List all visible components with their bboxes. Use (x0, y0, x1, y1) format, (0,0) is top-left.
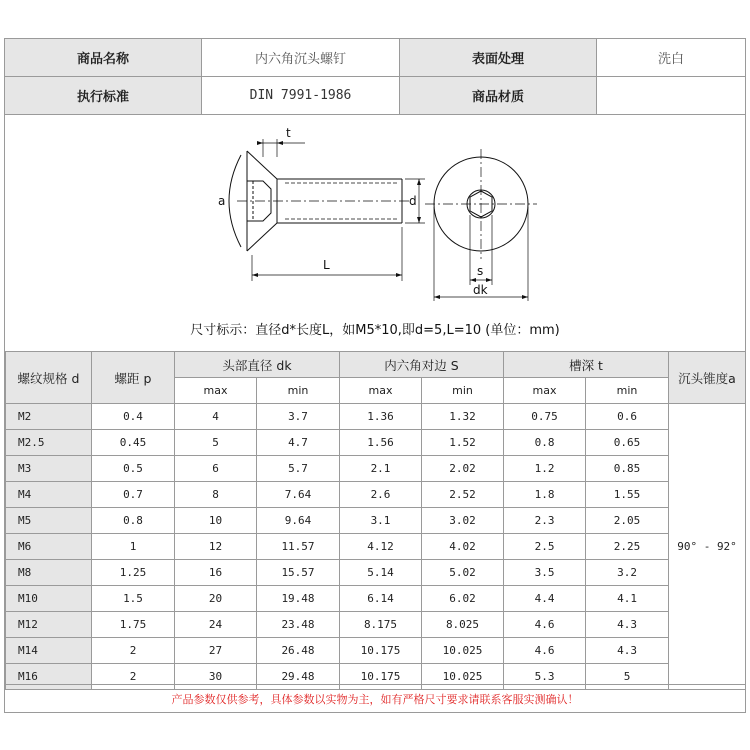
material-value (597, 77, 745, 114)
thread-size-cell: M12 (6, 612, 92, 638)
value-cell: 1.5 (92, 586, 175, 612)
disclaimer-note: 产品参数仅供参考，具体参数以实物为主，如有严格尺寸要求请联系客服实测确认！ (5, 684, 745, 712)
hex-max-header: max (340, 378, 422, 404)
value-cell: 5 (175, 430, 257, 456)
value-cell: 19.48 (257, 586, 340, 612)
value-cell: 1.75 (92, 612, 175, 638)
value-cell: 29.48 (257, 664, 340, 690)
value-cell: 4.12 (340, 534, 422, 560)
value-cell: 11.57 (257, 534, 340, 560)
value-cell: 2.02 (422, 456, 504, 482)
standard-label: 执行标准 (5, 77, 202, 114)
table-row (6, 612, 746, 638)
label-d: d (409, 194, 417, 208)
value-cell: 4.02 (422, 534, 504, 560)
label-t: t (286, 126, 291, 140)
value-cell: 2.5 (504, 534, 586, 560)
col-hex-header: 内六角对边 S (340, 352, 504, 378)
header-row-2 (5, 77, 745, 115)
thread-size-cell: M4 (6, 482, 92, 508)
thread-size-cell: M2 (6, 404, 92, 430)
value-cell: 3.7 (257, 404, 340, 430)
header-row-1 (5, 39, 745, 77)
screw-dimension-diagram (5, 115, 745, 352)
thread-size-cell: M10 (6, 586, 92, 612)
thread-size-cell: M3 (6, 456, 92, 482)
value-cell: 4.1 (586, 586, 669, 612)
value-cell: 8.025 (422, 612, 504, 638)
value-cell: 1.32 (422, 404, 504, 430)
value-cell: 0.8 (504, 430, 586, 456)
label-dk: dk (473, 283, 488, 297)
surface-treatment-value: 洗白 (657, 52, 684, 67)
col-head-dia-header: 头部直径 dk (175, 352, 340, 378)
value-cell: 8 (175, 482, 257, 508)
value-cell: 12 (175, 534, 257, 560)
value-cell: 1.2 (504, 456, 586, 482)
value-cell: 0.7 (92, 482, 175, 508)
product-name-value: 内六角沉头螺钉 (202, 39, 400, 76)
thread-size-cell: M14 (6, 638, 92, 664)
value-cell: 1 (92, 534, 175, 560)
col-depth-header: 槽深 t (504, 352, 669, 378)
material-label: 商品材质 (400, 77, 597, 114)
value-cell: 5.02 (422, 560, 504, 586)
label-L: L (323, 258, 330, 272)
value-cell: 2.25 (586, 534, 669, 560)
head-cone-lower (247, 223, 277, 251)
table-row (6, 508, 746, 534)
value-cell: 0.85 (586, 456, 669, 482)
value-cell: 4.3 (586, 612, 669, 638)
value-cell: 5 (586, 664, 669, 690)
col-pitch-header: 螺距 p (92, 352, 175, 404)
countersink-angle-value: 90° - 92° (669, 404, 746, 690)
head-cone-upper (247, 151, 277, 179)
head-dia-min-header: min (257, 378, 340, 404)
depth-min-header: min (586, 378, 669, 404)
value-cell: 30 (175, 664, 257, 690)
value-cell: 1.52 (422, 430, 504, 456)
value-cell: 0.6 (586, 404, 669, 430)
screw-drawing (5, 115, 745, 315)
value-cell: 3.02 (422, 508, 504, 534)
depth-max-header: max (504, 378, 586, 404)
value-cell: 1.36 (340, 404, 422, 430)
value-cell: 5.14 (340, 560, 422, 586)
value-cell: 6.02 (422, 586, 504, 612)
value-cell: 4.6 (504, 612, 586, 638)
value-cell: 4.6 (504, 638, 586, 664)
value-cell: 10.175 (340, 638, 422, 664)
spec-table (5, 351, 746, 690)
value-cell: 10.025 (422, 664, 504, 690)
value-cell: 7.64 (257, 482, 340, 508)
table-row (6, 560, 746, 586)
thread-size-cell: M2.5 (6, 430, 92, 456)
value-cell: 3.5 (504, 560, 586, 586)
value-cell: 10.025 (422, 638, 504, 664)
label-s: s (477, 264, 484, 278)
table-row (6, 638, 746, 664)
standard-value: DIN 7991-1986 (202, 77, 400, 114)
table-row (6, 482, 746, 508)
product-name-label: 商品名称 (5, 39, 202, 76)
value-cell: 2.52 (422, 482, 504, 508)
value-cell: 24 (175, 612, 257, 638)
value-cell: 23.48 (257, 612, 340, 638)
spec-table-body (6, 404, 746, 690)
value-cell: 0.65 (586, 430, 669, 456)
col-angle-header: 沉头锥度a (669, 352, 746, 404)
value-cell: 8.175 (340, 612, 422, 638)
value-cell: 1.55 (586, 482, 669, 508)
value-cell: 0.4 (92, 404, 175, 430)
hex-min-header: min (422, 378, 504, 404)
value-cell: 4.3 (586, 638, 669, 664)
table-row (6, 430, 746, 456)
value-cell: 26.48 (257, 638, 340, 664)
value-cell: 1.25 (92, 560, 175, 586)
value-cell: 6 (175, 456, 257, 482)
value-cell: 3.1 (340, 508, 422, 534)
value-cell: 16 (175, 560, 257, 586)
table-row (6, 586, 746, 612)
value-cell: 10.175 (340, 664, 422, 690)
value-cell: 4.7 (257, 430, 340, 456)
value-cell: 2 (92, 664, 175, 690)
value-cell: 1.8 (504, 482, 586, 508)
table-row (6, 456, 746, 482)
label-a: a (218, 194, 226, 208)
value-cell: 10 (175, 508, 257, 534)
thread-size-cell: M5 (6, 508, 92, 534)
value-cell: 0.45 (92, 430, 175, 456)
value-cell: 6.14 (340, 586, 422, 612)
thread-size-cell: M16 (6, 664, 92, 690)
value-cell: 2.05 (586, 508, 669, 534)
col-thread-header: 螺纹规格 d (6, 352, 92, 404)
value-cell: 5.7 (257, 456, 340, 482)
value-cell: 4.4 (504, 586, 586, 612)
dimension-caption: 尺寸标示：直径d*长度L，如M5*10,即d=5,L=10 (单位：mm) (190, 323, 560, 338)
head-dia-max-header: max (175, 378, 257, 404)
value-cell: 5.3 (504, 664, 586, 690)
value-cell: 3.2 (586, 560, 669, 586)
value-cell: 27 (175, 638, 257, 664)
value-cell: 2.3 (504, 508, 586, 534)
product-spec-sheet (4, 38, 746, 713)
value-cell: 9.64 (257, 508, 340, 534)
table-row (6, 404, 746, 430)
value-cell: 15.57 (257, 560, 340, 586)
value-cell: 2.1 (340, 456, 422, 482)
thread-size-cell: M6 (6, 534, 92, 560)
value-cell: 20 (175, 586, 257, 612)
value-cell: 1.56 (340, 430, 422, 456)
table-row (6, 534, 746, 560)
surface-treatment-label: 表面处理 (400, 39, 597, 76)
value-cell: 0.8 (92, 508, 175, 534)
value-cell: 0.75 (504, 404, 586, 430)
value-cell: 2.6 (340, 482, 422, 508)
value-cell: 2 (92, 638, 175, 664)
value-cell: 0.5 (92, 456, 175, 482)
thread-size-cell: M8 (6, 560, 92, 586)
value-cell: 4 (175, 404, 257, 430)
